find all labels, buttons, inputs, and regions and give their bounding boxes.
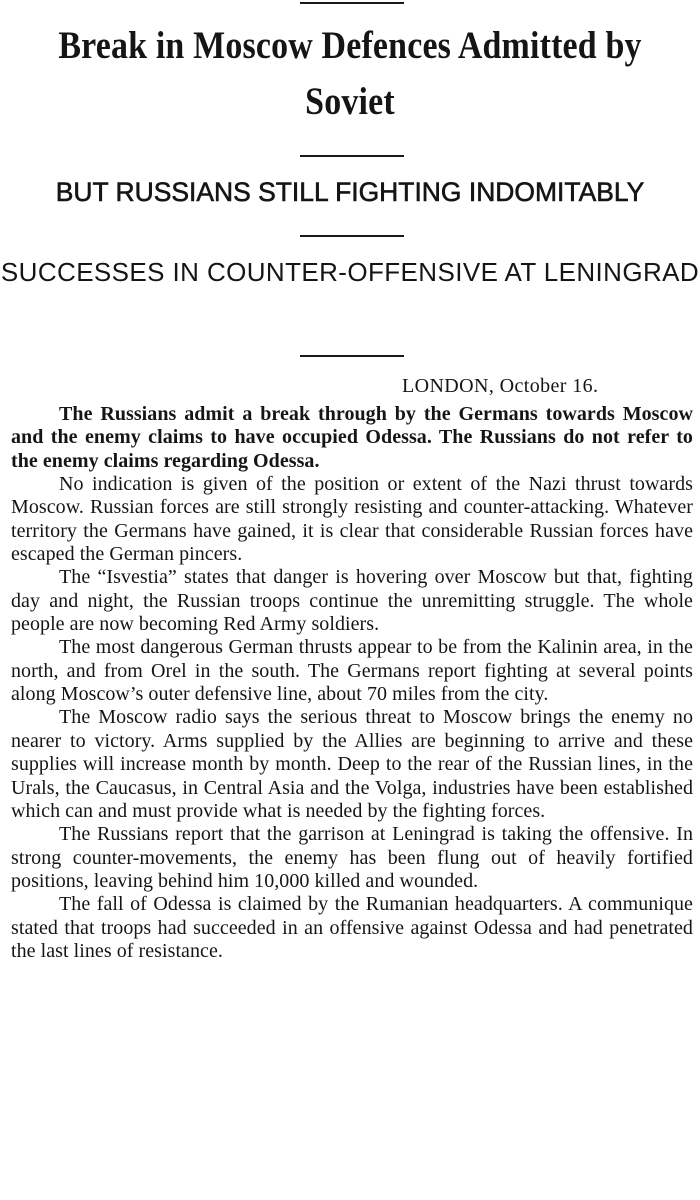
article-paragraph: No indication is given of the position or extent of the Nazi thrust towards Moscow. Russian forces are still strongly resisting and counter-attacking. Whatever territory the Germans have gained, it is clear that considerable Russian forces have escaped the German pincers. [11,473,693,566]
article-paragraph: The Moscow radio says the serious threat to Moscow brings the enemy no nearer to victory. Arms supplied by the Allies are beginning to arrive and these supplies will increase month by month. Deep to the rear of the Russian lines, in the Urals, the Caucasus, in Central Asia and the Volga, industries have been established which can and must provide what is needed by the fighting forces. [11,706,693,822]
top-rule [300,2,404,4]
headline: Break in Moscow Defences Admitted by Soviet [58,24,642,123]
subheadline: BUT RUSSIANS STILL FIGHTING INDOMITABLY [55,177,645,207]
headline-rule [300,155,404,157]
article-paragraph: The Russians admit a break through by the Germans towards Moscow and the enemy claims to have occupied Odessa. The Russians do not refer to the enemy claims regarding Odessa. [11,403,693,472]
article-paragraph: The fall of Odessa is claimed by the Rumanian headquarters. A communique stated that troops had succeeded in an offensive against Odessa and had penetrated the last lines of resistance. [11,893,693,962]
article-paragraph: The Russians report that the garrison at Leningrad is taking the offensive. In strong counter-movements, the enemy has been flung out of heavily fortified positions, leaving behind him 10,000 killed and wounded. [11,823,693,892]
subheadline-rule [300,235,404,237]
article-paragraph: The most dangerous German thrusts appear to be from the Kalinin area, in the north, and from Orel in the south. The Germans report fighting at several points along Moscow’s outer defensive line, about 70 miles from the city. [11,636,693,706]
article-paragraph: The “Isvestia” states that danger is hovering over Moscow but that, fighting day and night, the Russian troops continue the unremitting struggle. The whole people are now becoming Red Army soldiers. [11,566,693,636]
secondary-headline-rule [300,355,404,357]
secondary-headline: SUCCESSES IN COUNTER-OFFENSIVE AT LENINGRAD [0,257,700,287]
article-body [11,403,693,963]
dateline: LONDON, October 16. [402,375,599,397]
